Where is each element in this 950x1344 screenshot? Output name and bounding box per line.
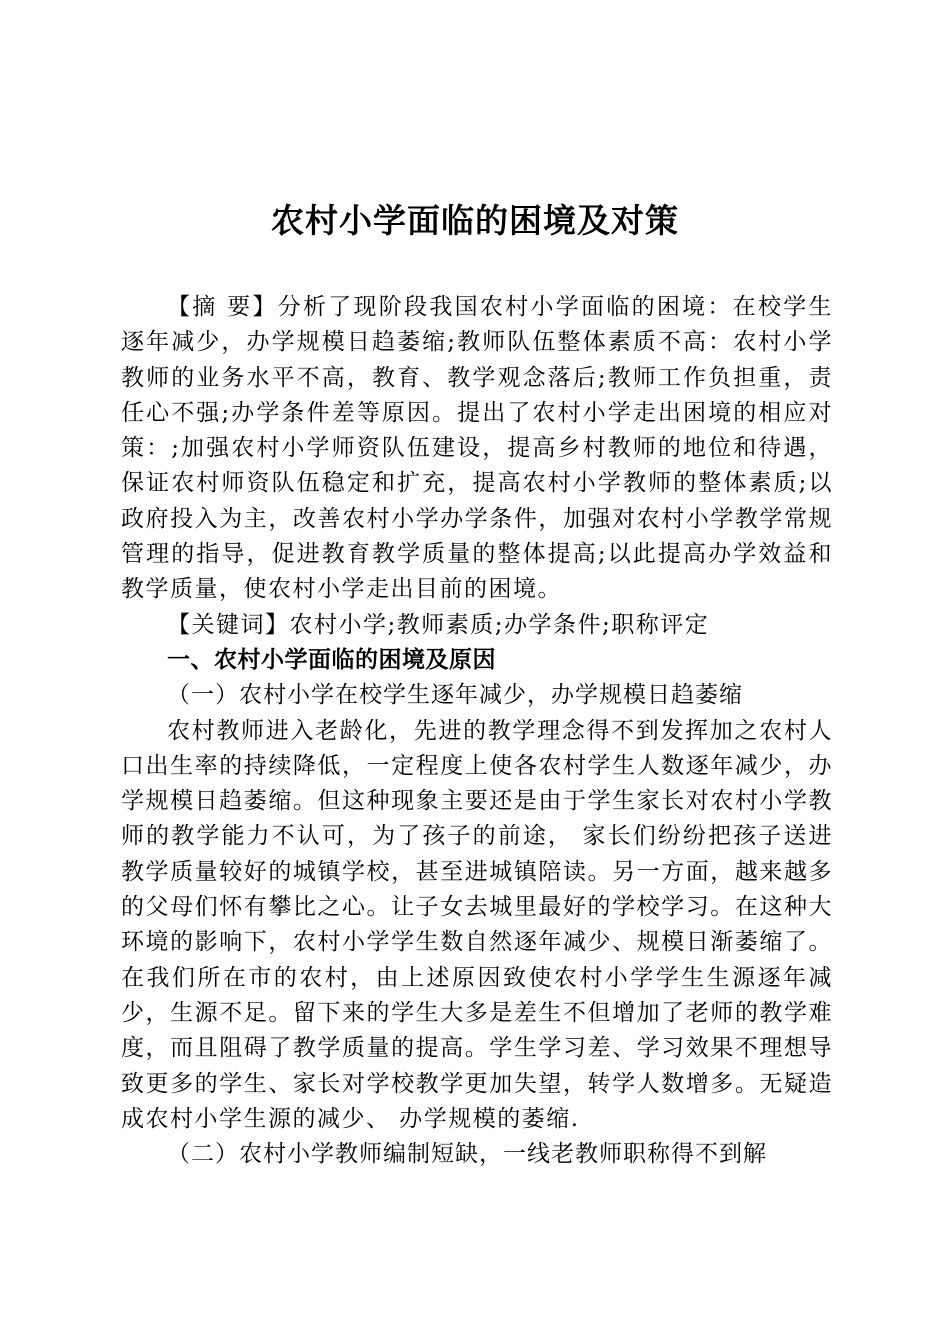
document-title: 农村小学面临的困境及对策 — [271, 201, 679, 240]
section-heading-1: 一、农村小学面临的困境及原因 — [167, 646, 496, 673]
subsection-heading-1: （一）农村小学在校学生逐年减少，办学规模日趋萎缩 — [167, 682, 743, 709]
subsection-1-paragraph: 农村教师进入老龄化，先进的教学理念得不到发挥加之农村人口出生率的持续降低，一定程度上使各农村学生人数逐年减少，办学规模日趋萎缩。但这种现象主要还是由于学生家长对农村小学教师的教学能力不认可，为了孩子的前途， 家长们纷纷把孩子送进教学质量较好的城镇学校，甚至进城镇陪读。另一方面，越来越多的父母们怀有攀比之心。让子女去城里最好的学校学习。在这种大环境的影响下，农村小学学生数自然逐年减少、规模日渐萎缩了。 在我们所在市的农村，由上述原因致使农村小学学生生源逐年减少，生源不足。留下来的学生大多是差生不但增加了老师的教学难度，而且阻碍了教学质量的提高。学生学习差、学习效果不理想导致更多的学生、家长对学校教学更加失望，转学人数增多。无疑造成农村小学生源的减少、 办学规模的萎缩. — [121, 717, 833, 1132]
keywords-paragraph: 【关键词】农村小学;教师素质;办学条件;职称评定 — [167, 611, 710, 638]
abstract-paragraph: 【摘 要】分析了现阶段我国农村小学面临的困境：在校学生逐年减少，办学规模日趋萎缩;教师队伍整体素质不高：农村小学教师的业务水平不高，教育、教学观念落后;教师工作负担重，责任心不强;办学条件差等原因。提出了农村小学走出困境的相应对策：;加强农村小学师资队伍建设，提高乡村教师的地位和待遇，保证农村师资队伍稳定和扩充，提高农村小学教师的整体素质;以政府投入为主，改善农村小学办学条件，加强对农村小学教学常规管理的指导，促进教育教学质量的整体提高;以此提高办学效益和教学质量，使农村小学走出目前的困境。 — [121, 294, 833, 603]
document-body — [121, 290, 833, 1172]
subsection-heading-2: （二）农村小学教师编制短缺，一线老教师职称得不到解 — [167, 1141, 767, 1168]
